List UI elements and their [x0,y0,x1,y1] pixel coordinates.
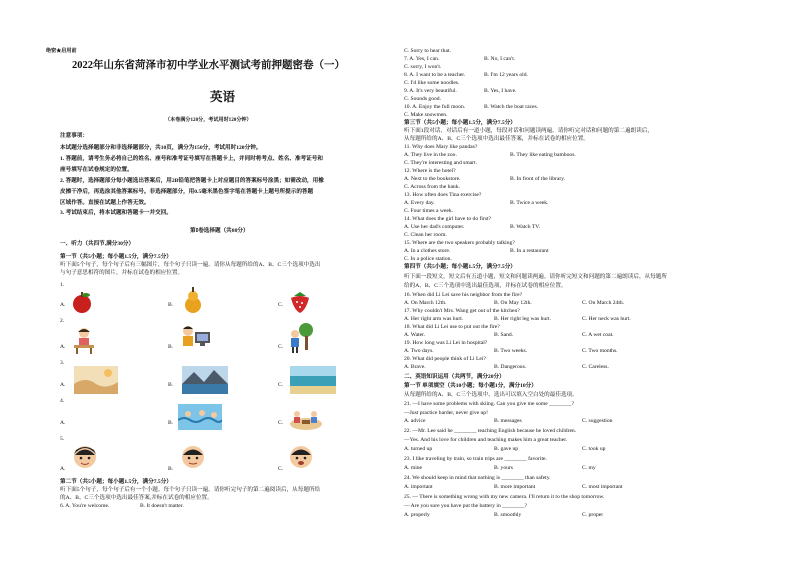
option-b: B. Dangerous. [494,364,527,370]
option-b: B. Twice a week. [510,200,549,206]
section4-heading: 第四节（共5小题；每小题1.5分，满分7.5分） [404,264,516,270]
text-line: 14. What does the girl have to do first? [404,216,492,222]
option-letter: B. [168,466,174,472]
text-line: A. mine [404,465,423,471]
section1-instruction: 听下面5个句子，每个句子后有三幅图片，每个句子只读一遍。请你从每题所给的A、B、C三个选项中选出 [60,262,321,268]
strawberry-icon [288,290,312,314]
text-line: A. important [404,484,433,490]
text-line: A. In a clothes store. [404,248,451,254]
option-letter: C. [278,420,284,426]
option-b: B. yours [494,465,513,471]
text-line: A. They live in the zoo. [404,152,457,158]
text-line: 12. Where is the hotel? [404,168,456,174]
option-b: B. No, I can't. [484,56,516,62]
text-line: A. Use her dad's computer. [404,224,465,230]
option-c: C. proper [582,512,604,518]
notice-heading: 注意事项： [60,133,88,139]
text-line: 从每题所给的A、B、C三个选项中选出最佳答案，并标在试卷的相应位置。 [404,136,589,142]
option-b: B. Her right leg was hurt. [494,316,552,322]
option-letter: B. [168,382,174,388]
option-b: B. In a restaurant [510,248,549,254]
notice-line: 3. 考试结束后，将本试题和答题卡一并交回。 [60,210,172,216]
notice-line: 区域作答。直接在试题上作答无效。 [60,200,150,206]
text-line: A. On March 12th. [404,300,447,306]
text-line: C. Four times a week. [404,208,454,214]
option-letter: C. [278,344,284,350]
question-number: 5. [60,436,65,442]
mountain-lake-icon [182,366,228,394]
option-b: B. Two weeks. [494,348,528,354]
option-c: C. suggestion [582,418,613,424]
text-line: C. I'd like some noodles. [404,80,460,86]
text-line: 给的A、B、C三个选项中选出最佳选项，并标在试卷的相应位置。 [404,283,567,289]
option-b: B. messages [494,418,522,424]
text-line: A. turned up [404,446,433,452]
text-line: A. advice [404,418,426,424]
text-line: 24. We should keep in mind that nothing is ________ than safety. [404,475,551,481]
option-b: B. smoothly [494,512,522,518]
text-line: C. Make snowmen. [404,112,448,118]
section2-instruction: 的A、B、C三个选项中选出最佳答案,并标在试卷的相应位置。 [60,495,213,501]
option-b: B. Yes, I have. [484,88,517,94]
picnic-icon [288,402,324,432]
swimming-icon [178,404,222,430]
text-line: C. Sounds good. [404,96,441,102]
boy-with-computer-icon [178,324,212,354]
option-letter: A. [60,344,66,350]
boy-head-icon [288,442,314,470]
notice-line: 座号填写在试卷规定的位置。 [60,167,133,173]
boy-head-icon [72,442,98,470]
text-line: —Just practice harder, never give up! [404,410,488,416]
text-line: 20. What did people think of Li Lei? [404,356,486,362]
question-number: 4. [60,398,65,404]
text-line: 21. —I have some problems with skiing. Can you give me some ________? [404,401,574,407]
question-number: 3. [60,360,65,366]
text-line: C. Clean her room. [404,232,447,238]
part1-heading: 一、听力（共四节,满分30分） [60,241,135,247]
text-line: C. They're interesting and smart. [404,160,477,166]
question-number: 1. [60,282,65,288]
pear-icon [182,286,204,314]
option-c: C. most important [582,484,623,490]
option-c: C. Her neck was hurt. [582,316,631,322]
text-line: 11. Why does Mary like pandas? [404,144,478,150]
desert-icon [74,366,118,394]
section2-instruction: 听下面5个句子，每个句子后有一个小题。每个句子只读一遍。请你听完句子的第二遍阅读后，从每题所给 [60,487,321,493]
section3-heading: 第三节（共5小题；每小题1.5分，满分7.5分） [404,120,516,126]
option-b: B. gave up [494,446,519,452]
subject-title: 英语 [210,90,236,104]
boy-head-icon [180,442,206,470]
question-number: 2. [60,318,65,324]
notice-line: 2. 答题时，选择题部分每小题选出答案后，用2B铅笔把答题卡上对应题目的答案标号涂黑；如需改动，用橡 [60,178,324,184]
text-line: A. Brave. [404,364,426,370]
text-line: A. properly [404,512,430,518]
section1-heading: 第一节（共5小题；每小题1.5分，满分7.5分） [60,254,172,260]
text-line: 17. Why couldn't Mrs. Wang get out of the kitchen? [404,308,520,314]
beach-icon [290,366,336,394]
text-line: C. Across from the bank. [404,184,460,190]
text-line: A. Water. [404,332,426,338]
option-b: B. They like eating bamboos. [510,152,576,158]
option-b: B. Watch the boat races. [484,104,539,110]
option-letter: B. [168,344,174,350]
text-line: 9. A. It's very beautiful. [404,88,457,94]
option-c: C. On March 24th. [582,300,625,306]
text-line: —Yes. And his love for children and teaching makes him a great teacher. [404,437,568,443]
question-6-option-a: 6. A. You're welcome. [60,503,110,509]
score-note: （本卷满分120分，考试用时120分钟） [165,117,252,123]
text-line: C. In a police station. [404,256,452,262]
notice-line: 本试题分选择题部分和非选择题部分，共10页，满分为150分，考试用时120分钟。 [60,145,262,151]
option-letter: C. [278,302,284,308]
part2-section1-heading: 第一节 单项填空（共10小题；每小题1分，满分10分） [404,383,537,389]
text-line: 听下面1段对话，对话后有一道小题，每段对话和问题读两遍。请你听完对话和问题的第二遍朗读后， [404,128,653,134]
text-line: 19. How long was Li Lei in hospital? [404,340,488,346]
notice-line: 1. 答题前，请考生务必将自己的姓名、座号和准考证号填写在答题卡上，并同时将考点、姓名、准考证号和 [60,156,323,162]
option-b: B. I'm 12 years old. [484,72,528,78]
girl-reading-icon [70,326,98,354]
text-line: 听下面一段短文，短文后有五道小题，短文和问题读两遍。请你听完短文和问题的第二遍朗读后，从每题所 [404,274,667,280]
option-letter: A. [60,302,66,308]
option-c: C. Two months. [582,348,618,354]
option-c: C. Careless. [582,364,609,370]
text-line: A. Two days. [404,348,434,354]
text-line: A. Every day. [404,200,435,206]
text-line: C. sorry, I won't. [404,64,442,70]
option-letter: C. [278,466,284,472]
text-line: 22. —Mr. Lee said he ________ teaching English because he loved children. [404,428,577,434]
apple-icon [70,290,94,314]
option-b: B. Sand. [494,332,514,338]
section2-heading: 第二节（共5小题；每小题1.5分，满分7.5分） [60,479,172,485]
option-b: B. In front of the library. [510,176,566,182]
part2-heading: 二、英语知识运用（共两节，满分20分） [404,374,505,380]
option-c: C. took up [582,446,606,452]
volume-title: 第Ⅰ卷选择题（共80分） [190,228,249,234]
option-letter: A. [60,466,66,472]
option-letter: A. [60,382,66,388]
text-line: 18. What did Li Lei use to put out the fire? [404,324,500,330]
option-b: B. Watch TV. [510,224,541,230]
text-line: 16. When did Li Lei save his neighbor from the fire? [404,292,523,298]
text-line: 从每题所给的A、B、C三个选项中，选出可以填入空白处的最佳选项。 [404,392,578,398]
option-c: C. my [582,465,596,471]
option-b: B. more important [494,484,536,490]
text-line: A. Her right arm was hurt. [404,316,464,322]
question-6-option-b: B. It doesn't matter. [140,503,184,509]
text-line: 10. A. Enjoy the full moon. [404,104,466,110]
text-line: 15. Where are the two speakers probably talking? [404,240,515,246]
option-b: B. On May 12th. [494,300,532,306]
section1-instruction: 与句子意思相符的图片，并标在试卷的相应位置。 [60,270,184,276]
text-line: 25. — There is something wrong with my new camera. I'll return it to the shop tomorrow. [404,494,605,500]
text-line: 13. How often does Tina exercise? [404,192,482,198]
option-letter: B. [168,302,174,308]
text-line: C. Sorry to hear that. [404,48,451,54]
option-letter: A. [60,420,66,426]
secret-label: 绝密★启用前 [46,48,77,54]
exam-title: 2022年山东省菏泽市初中学业水平测试考前押题密卷（一） [72,60,345,71]
boy-with-tree-icon [286,322,314,354]
option-letter: B. [168,420,174,426]
option-letter: C. [278,382,284,388]
text-line: 7. A. Yes, I can. [404,56,440,62]
text-line: A. Next to the bookstore. [404,176,461,182]
notice-line: 皮擦干净后，再选涂其他答案标号。非选择题部分，用0.5毫米黑色签字笔在答题卡上题号所提示的答题 [60,189,314,195]
text-line: 23. I like traveling by train, so train trips are ________ favorite. [404,456,547,462]
option-c: C. A wet coat. [582,332,614,338]
text-line: — Are you sure you have put the battery in ________? [404,503,528,509]
text-line: 8. A. I want to be a teacher. [404,72,466,78]
